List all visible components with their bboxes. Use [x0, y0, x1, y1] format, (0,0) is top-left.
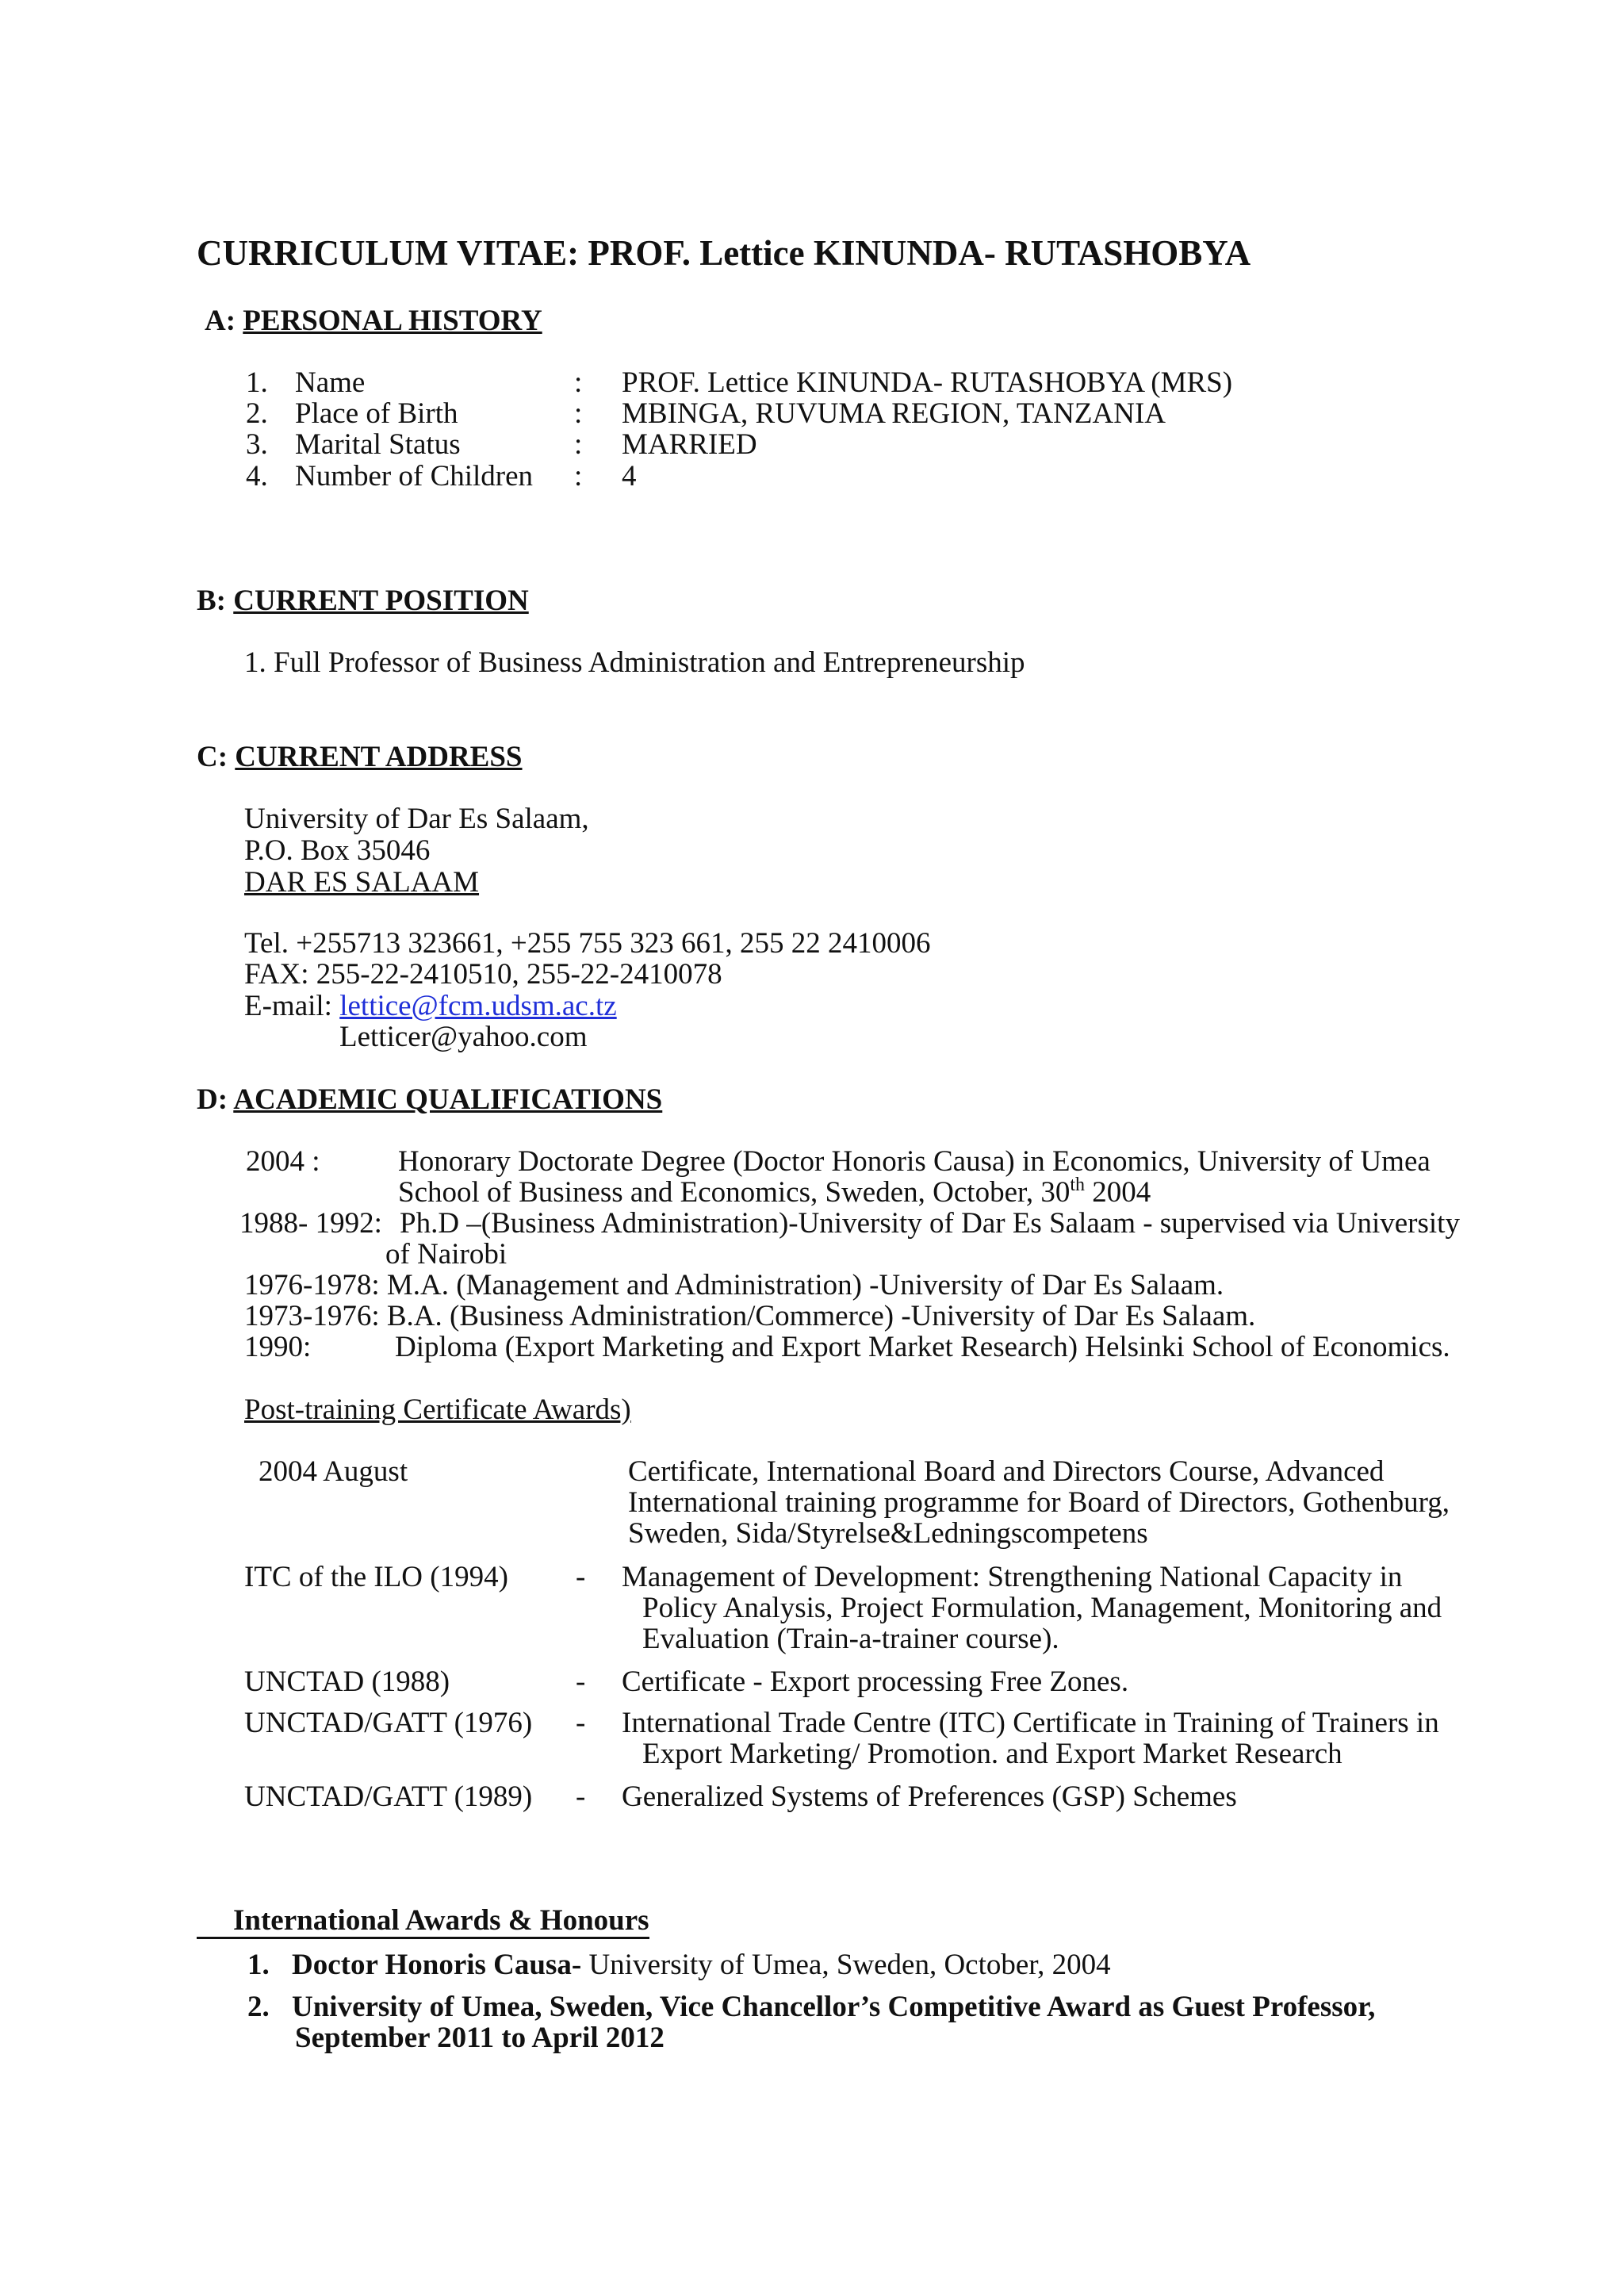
section-a-title: PERSONAL HISTORY [243, 305, 542, 337]
qualification-line: 1976-1978: M.A. (Management and Administration) -University of Dar Es Salaam. [244, 1269, 1224, 1301]
cert-left: ITC of the ILO (1994) [244, 1561, 508, 1593]
email-row [244, 990, 617, 1022]
qualification-text: Diploma (Export Marketing and Export Market Research) Helsinki School of Economics. [395, 1331, 1450, 1363]
address-line: P.O. Box 35046 [244, 834, 431, 867]
award-text: September 2011 to April 2012 [295, 2022, 665, 2054]
awards-heading: International Awards & Honours [197, 1906, 649, 1939]
email-link[interactable]: lettice@fcm.udsm.ac.tz [339, 990, 617, 1022]
section-c-heading [197, 741, 523, 773]
cert-line: Generalized Systems of Preferences (GSP) Schemes [622, 1780, 1237, 1813]
qualification-text [398, 1176, 1151, 1209]
list-item-sep: : [574, 460, 583, 493]
list-item-sep: : [574, 366, 583, 399]
current-position-item: 1. Full Professor of Business Administration and Entrepreneurship [244, 646, 1025, 679]
cert-line: Management of Development: Strengthening National Capacity in [622, 1561, 1403, 1593]
list-item-sep: : [574, 397, 583, 430]
email-secondary: Letticer@yahoo.com [339, 1021, 588, 1053]
section-d-letter: D: [197, 1083, 228, 1116]
address-line: University of Dar Es Salaam, [244, 803, 589, 835]
qualification-line: 1973-1976: B.A. (Business Administration/Commerce) -University of Dar Es Salaam. [244, 1300, 1256, 1332]
list-item-value: 4 [622, 460, 637, 493]
list-item-num: 4. [246, 460, 268, 493]
cert-line: Certificate - Export processing Free Zones. [622, 1665, 1129, 1698]
qualification-text-part: School of Business and Economics, Sweden, October, 30 [398, 1176, 1071, 1209]
list-item-label: Number of Children [295, 460, 534, 493]
list-item-label: Name [295, 366, 366, 399]
section-b-title: CURRENT POSITION [233, 585, 529, 617]
list-item-num: 3. [246, 428, 268, 461]
list-item-sep: : [574, 428, 583, 461]
cert-dash: - [576, 1707, 586, 1739]
section-a-letter: A: [205, 305, 236, 337]
cert-dash: - [576, 1780, 586, 1813]
list-item-label: Marital Status [295, 428, 461, 461]
email-label: E-mail: [244, 990, 340, 1022]
superscript: th [1070, 1175, 1086, 1195]
cert-dash: - [576, 1665, 586, 1698]
section-c-title: CURRENT ADDRESS [235, 741, 523, 773]
section-c-letter: C: [197, 741, 228, 773]
post-training-heading: Post-training Certificate Awards) [244, 1393, 631, 1426]
award-rest: University of Umea, Sweden, October, 2004 [581, 1949, 1111, 1981]
qualification-text: Honorary Doctorate Degree (Doctor Honoris Causa) in Economics, University of Umea [398, 1145, 1431, 1178]
award-text [292, 1949, 1111, 1981]
cert-line: Policy Analysis, Project Formulation, Management, Monitoring and [642, 1592, 1442, 1624]
qualification-text: of Nairobi [385, 1238, 508, 1271]
list-item-value: MBINGA, RUVUMA REGION, TANZANIA [622, 397, 1166, 430]
award-text: University of Umea, Sweden, Vice Chancellor’s Competitive Award as Guest Professor, [292, 1991, 1376, 2023]
cert-left: 2004 August [259, 1455, 408, 1488]
cert-line: International Trade Centre (ITC) Certificate in Training of Trainers in [622, 1707, 1439, 1739]
cert-line: Export Marketing/ Promotion. and Export Market Research [642, 1738, 1342, 1770]
telephone: Tel. +255713 323661, +255 755 323 661, 255 22 2410006 [244, 927, 931, 960]
qualification-text: Ph.D –(Business Administration)-University of Dar Es Salaam - supervised via University [400, 1207, 1460, 1240]
section-a-heading [205, 305, 542, 337]
list-item-num: 1. [246, 366, 268, 399]
cert-dash: - [576, 1561, 586, 1593]
award-num: 1. [247, 1949, 270, 1981]
qualification-text-part: 2004 [1085, 1176, 1151, 1209]
qualification-year: 1990: [244, 1331, 312, 1363]
award-num: 2. [247, 1991, 270, 2023]
qualification-year: 1988- 1992: [239, 1207, 382, 1240]
list-item-value: MARRIED [622, 428, 757, 461]
list-item-label: Place of Birth [295, 397, 458, 430]
cert-left: UNCTAD/GATT (1976) [244, 1707, 533, 1739]
list-item-num: 2. [246, 397, 268, 430]
cert-line: Sweden, Sida/Styrelse&Ledningscompetens [628, 1517, 1148, 1550]
cert-left: UNCTAD/GATT (1989) [244, 1780, 533, 1813]
cert-line: Certificate, International Board and Directors Course, Advanced [628, 1455, 1385, 1488]
section-b-heading [197, 585, 529, 617]
cert-line: International training programme for Board of Directors, Gothenburg, [628, 1486, 1450, 1519]
qualification-year: 2004 : [246, 1145, 320, 1178]
award-bold: Doctor Honoris Causa- [292, 1949, 582, 1981]
cert-left: UNCTAD (1988) [244, 1665, 450, 1698]
fax: FAX: 255-22-2410510, 255-22-2410078 [244, 958, 722, 991]
section-d-heading [197, 1083, 662, 1116]
section-d-title: ACADEMIC QUALIFICATIONS [233, 1083, 663, 1116]
section-b-letter: B: [197, 585, 226, 617]
page-title: CURRICULUM VITAE: PROF. Lettice KINUNDA- RUTASHOBYA [197, 233, 1251, 273]
list-item-value: PROF. Lettice KINUNDA- RUTASHOBYA (MRS) [622, 366, 1233, 399]
cert-line: Evaluation (Train-a-trainer course). [642, 1623, 1059, 1655]
address-city: DAR ES SALAAM [244, 866, 480, 899]
